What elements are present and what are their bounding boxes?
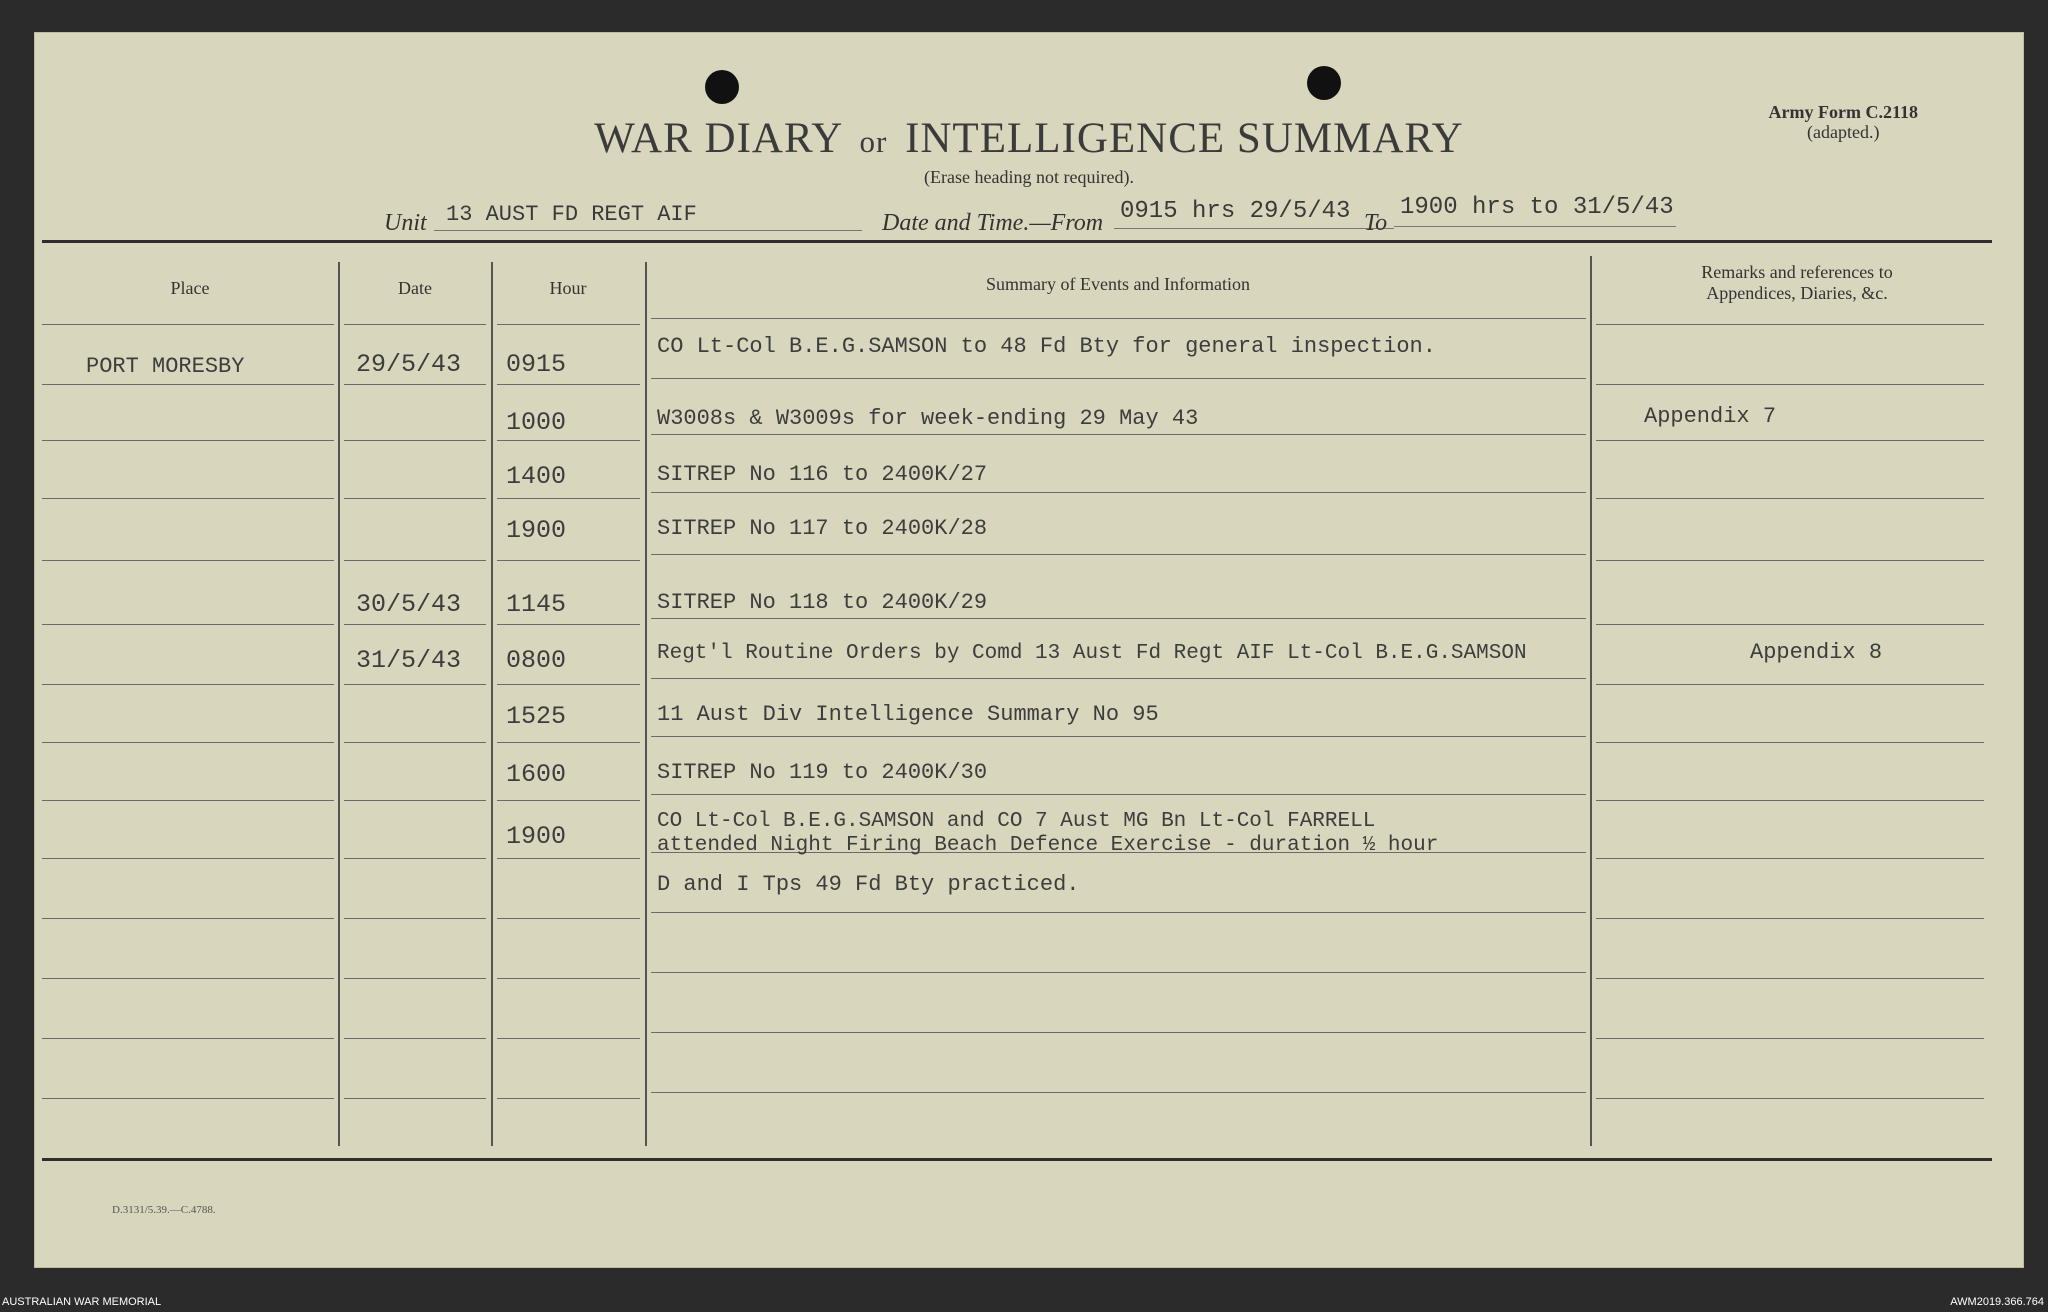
entry-place: PORT MORESBY [86, 354, 245, 379]
row-line [42, 800, 334, 801]
erase-note: (Erase heading not required). [924, 167, 1134, 187]
row-line [344, 918, 486, 919]
entry-date: 30/5/43 [356, 590, 462, 619]
col-sep-summary-remarks [1590, 256, 1592, 1146]
remarks-head-line1: Remarks and references to [1701, 262, 1893, 282]
bottom-rule [42, 1158, 1992, 1161]
entry-event: SITREP No 116 to 2400K/27 [657, 462, 988, 487]
row-line [42, 1038, 334, 1039]
row-line [42, 560, 334, 561]
row-line [344, 624, 486, 625]
entry-event: W3008s & W3009s for week-ending 29 May 43 [657, 406, 1199, 431]
row-line [497, 560, 640, 561]
row-line [344, 742, 486, 743]
archive-caption: AUSTRALIAN WAR MEMORIAL [2, 1296, 162, 1308]
row-line [651, 972, 1586, 973]
army-form-note: (adapted.) [1807, 122, 1880, 142]
army-form-number: Army Form C.2118 [1768, 102, 1918, 122]
row-line [1596, 918, 1984, 919]
title-or: or [859, 124, 888, 159]
to-underline [1394, 226, 1676, 227]
row-line [42, 742, 334, 743]
row-line [651, 1092, 1586, 1093]
row-line [42, 858, 334, 859]
row-line [651, 434, 1586, 435]
row-line [344, 324, 486, 325]
from-underline [1114, 228, 1394, 229]
row-line [344, 440, 486, 441]
row-line [344, 800, 486, 801]
entry-date: 31/5/43 [356, 646, 462, 675]
row-line [497, 1098, 640, 1099]
remarks-head-line2: Appendices, Diaries, &c. [1706, 283, 1888, 303]
row-line [651, 618, 1586, 619]
row-line [1596, 978, 1984, 979]
col-sep-hour-summary [645, 262, 647, 1146]
row-line [497, 624, 640, 625]
row-line [42, 498, 334, 499]
row-line [497, 498, 640, 499]
col-head-summary: Summary of Events and Information [986, 274, 1250, 294]
row-line [1596, 624, 1984, 625]
row-line [497, 384, 640, 385]
row-line [42, 1098, 334, 1099]
to-value: 1900 hrs to 31/5/43 [1400, 194, 1674, 221]
row-line [651, 678, 1586, 679]
punch-hole-left [705, 70, 739, 104]
diary-page [34, 32, 2024, 1268]
row-line [1596, 560, 1984, 561]
entry-hour: 0915 [506, 350, 567, 379]
row-line [344, 1098, 486, 1099]
row-line [1596, 1038, 1984, 1039]
entry-event: SITREP No 119 to 2400K/30 [657, 760, 988, 785]
form-code: D.3131/5.39.—C.4788. [112, 1204, 216, 1216]
row-line [497, 918, 640, 919]
entry-event-continued: attended Night Firing Beach Defence Exercise - duration ½ hour [657, 834, 1439, 857]
row-line [497, 742, 640, 743]
col-sep-date-hour [491, 262, 493, 1146]
unit-value: 13 AUST FD REGT AIF [446, 202, 697, 227]
title-intelligence-summary: INTELLIGENCE SUMMARY [905, 115, 1464, 162]
entry-hour: 0800 [506, 646, 567, 675]
row-line [651, 736, 1586, 737]
col-head-remarks [1592, 262, 2002, 304]
row-line [1596, 1098, 1984, 1099]
to-label: To [1364, 210, 1388, 236]
entry-hour: 1900 [506, 516, 567, 545]
entry-event: SITREP No 118 to 2400K/29 [657, 590, 988, 615]
title-war-diary: WAR DIARY [594, 115, 842, 162]
entry-event: CO Lt-Col B.E.G.SAMSON to 48 Fd Bty for general inspection. [657, 334, 1436, 359]
row-line [651, 318, 1586, 319]
entry-hour: 1000 [506, 408, 567, 437]
row-line [42, 384, 334, 385]
unit-label: Unit [384, 210, 427, 236]
col-head-date: Date [398, 278, 432, 298]
from-value: 0915 hrs 29/5/43 [1120, 198, 1351, 225]
entry-hour: 1600 [506, 760, 567, 789]
row-line [344, 1038, 486, 1039]
entry-event: D and I Tps 49 Fd Bty practiced. [657, 872, 1080, 897]
row-line [1596, 742, 1984, 743]
entry-hour: 1145 [506, 590, 567, 619]
row-line [42, 324, 334, 325]
row-line [1596, 800, 1984, 801]
row-line [42, 978, 334, 979]
row-line [651, 492, 1586, 493]
row-line [1596, 324, 1984, 325]
col-head-place: Place [170, 278, 210, 298]
row-line [1596, 858, 1984, 859]
row-line [1596, 498, 1984, 499]
entry-remark: Appendix 7 [1644, 404, 1777, 429]
top-rule [42, 240, 1992, 243]
row-line [344, 858, 486, 859]
entry-event: 11 Aust Div Intelligence Summary No 95 [657, 702, 1159, 727]
row-line [344, 978, 486, 979]
entry-event: CO Lt-Col B.E.G.SAMSON and CO 7 Aust MG Bn Lt-Col FARRELL [657, 810, 1376, 833]
entry-event: Regt'l Routine Orders by Comd 13 Aust Fd Regt AIF Lt-Col B.E.G.SAMSON [657, 642, 1527, 665]
row-line [1596, 684, 1984, 685]
row-line [42, 624, 334, 625]
row-line [42, 684, 334, 685]
entry-date: 29/5/43 [356, 350, 462, 379]
row-line [497, 440, 640, 441]
row-line [344, 498, 486, 499]
row-line [651, 378, 1586, 379]
row-line [651, 554, 1586, 555]
row-line [344, 384, 486, 385]
row-line [497, 800, 640, 801]
entry-event: SITREP No 117 to 2400K/28 [657, 516, 988, 541]
row-line [497, 858, 640, 859]
entry-hour: 1900 [506, 822, 567, 851]
punch-hole-right [1307, 66, 1341, 100]
row-line [344, 684, 486, 685]
row-line [1596, 440, 1984, 441]
col-head-hour: Hour [549, 278, 587, 298]
row-line [497, 324, 640, 325]
army-form-id [1769, 102, 1918, 142]
row-line [651, 1032, 1586, 1033]
entry-remark: Appendix 8 [1750, 640, 1883, 665]
entry-hour: 1525 [506, 702, 567, 731]
row-line [42, 440, 334, 441]
row-line [497, 978, 640, 979]
row-line [651, 912, 1586, 913]
row-line [497, 1038, 640, 1039]
date-time-label: Date and Time.—From [882, 210, 1104, 236]
entry-hour: 1400 [506, 462, 567, 491]
row-line [1596, 384, 1984, 385]
row-line [651, 794, 1586, 795]
row-line [42, 918, 334, 919]
col-sep-place-date [338, 262, 340, 1146]
row-line [344, 560, 486, 561]
row-line [497, 684, 640, 685]
archive-reference: AWM2019.366.764 [1950, 1296, 2044, 1308]
form-title [34, 114, 2024, 163]
unit-underline [434, 230, 862, 231]
